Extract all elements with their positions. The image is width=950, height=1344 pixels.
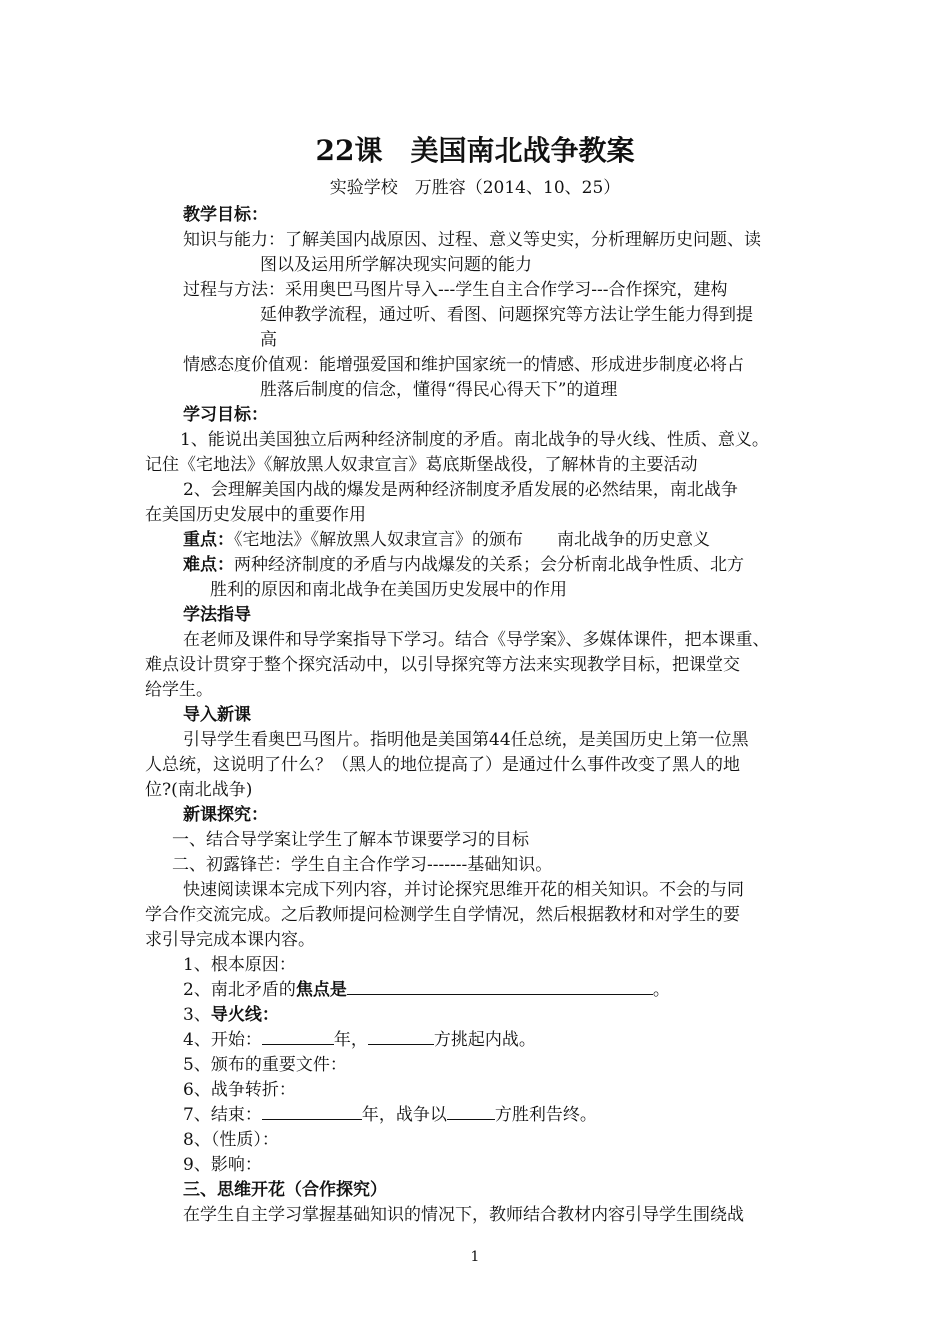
method-line-2: 难点设计贯穿于整个探究活动中，以引导探究等方法来实现教学目标，把课堂交 [145,655,740,675]
question-7 [183,1103,597,1127]
answer-blank-start-year[interactable] [262,1028,334,1045]
teaching-goals-heading: 教学目标： [183,205,268,225]
question-4 [183,1028,536,1052]
explore-section-1: 一、结合导学案让学生了解本节课要学习的目标 [172,830,529,850]
intro-line-1: 引导学生看奥巴马图片。指明他是美国第44任总统，是美国历史上第一位黑 [183,730,749,750]
question-1: 1、根本原因： [183,955,296,975]
difficulties-label: 难点： [183,555,234,575]
learning-goal-1-line-2: 记住《宅地法》《解放黑人奴隶宣言》葛底斯堡战役，了解林肯的主要活动 [145,455,698,475]
intro-line-3: 位?(南北战争) [145,780,253,800]
key-points-text: 《宅地法》《解放黑人奴隶宣言》的颁布 南北战争的历史意义 [234,530,710,550]
question-2 [183,978,670,1002]
question-7-mid: 年，战争以 [361,1105,447,1125]
explore-section-3: 三、思维开花（合作探究） [183,1180,387,1200]
question-2-bold: 焦点是 [295,980,347,1000]
question-8: 8、（性质）： [183,1130,279,1150]
question-4-mid: 年， [333,1030,368,1050]
question-7-suffix: 方胜利告终。 [494,1105,597,1125]
explore-line-2: 学合作交流完成。之后教师提问检测学生自学情况，然后根据教材和对学生的要 [145,905,740,925]
document-subtitle: 实验学校 万胜容（2014、10、25） [329,178,621,198]
difficulties-line-1 [183,553,744,577]
method-line-3: 给学生。 [145,680,213,700]
question-4-suffix: 方挑起内战。 [433,1030,536,1050]
explore-line-4: 在学生自主学习掌握基础知识的情况下，教师结合教材内容引导学生围绕战 [183,1205,744,1225]
question-9: 9、影响： [183,1155,262,1175]
intro-heading: 导入新课 [183,705,251,725]
question-5: 5、颁布的重要文件： [183,1055,347,1075]
emotion-line-2: 胜落后制度的信念，懂得“得民心得天下”的道理 [260,380,618,400]
knowledge-line-1: 知识与能力：了解美国内战原因、过程、意义等史实，分析理解历史问题、读 [183,230,761,250]
method-heading: 学法指导 [183,605,251,625]
explore-heading: 新课探究： [183,805,268,825]
document-title: 22课 美国南北战争教案 [315,134,635,167]
intro-line-2: 人总统，这说明了什么？（黑人的地位提高了）是通过什么事件改变了黑人的地 [145,755,740,775]
key-points-line [183,528,710,552]
question-2-prefix: 2、南北矛盾的 [183,980,296,1000]
explore-section-2: 二、初露锋芒：学生自主合作学习-------基础知识。 [172,855,553,875]
learning-goal-2-line-2: 在美国历史发展中的重要作用 [145,505,366,525]
learning-goals-heading: 学习目标： [183,405,268,425]
process-line-1: 过程与方法：采用奥巴马图片导入---学生自主合作学习---合作探究，建构 [183,280,728,300]
answer-blank-end-year[interactable] [262,1103,362,1120]
learning-goal-1-line-1: 1、能说出美国独立后两种经济制度的矛盾。南北战争的导火线、性质、意义。 [180,430,769,450]
question-3-prefix: 3、 [183,1005,211,1025]
key-points-label: 重点： [183,530,234,550]
question-7-prefix: 7、结束： [183,1105,262,1125]
explore-line-3: 求引导完成本课内容。 [145,930,315,950]
emotion-line-1: 情感态度价值观：能增强爱国和维护国家统一的情感、形成进步制度必将占 [183,355,744,375]
question-6: 6、战争转折： [183,1080,296,1100]
explore-line-1: 快速阅读课本完成下列内容，并讨论探究思维开花的相关知识。不会的与同 [183,880,744,900]
answer-blank-winner[interactable] [447,1103,495,1120]
question-3 [183,1003,279,1027]
answer-blank-focus[interactable] [347,978,653,995]
question-3-bold: 导火线： [210,1005,279,1025]
question-4-prefix: 4、开始： [183,1030,262,1050]
difficulties-text-1: 两种经济制度的矛盾与内战爆发的关系；会分析南北战争性质、北方 [234,555,744,575]
process-line-2: 延伸教学流程，通过听、看图、问题探究等方法让学生能力得到提 [260,305,753,325]
question-2-suffix: 。 [652,980,670,1000]
answer-blank-start-side[interactable] [368,1028,434,1045]
page-number: 1 [470,1249,480,1265]
knowledge-line-2: 图以及运用所学解决现实问题的能力 [260,255,532,275]
learning-goal-2-line-1: 2、会理解美国内战的爆发是两种经济制度矛盾发展的必然结果，南北战争 [183,480,738,500]
method-line-1: 在老师及课件和导学案指导下学习。结合《导学案》、多媒体课件，把本课重、 [183,630,770,650]
process-line-3: 高 [260,330,277,350]
difficulties-line-2: 胜利的原因和南北战争在美国历史发展中的作用 [210,580,567,600]
